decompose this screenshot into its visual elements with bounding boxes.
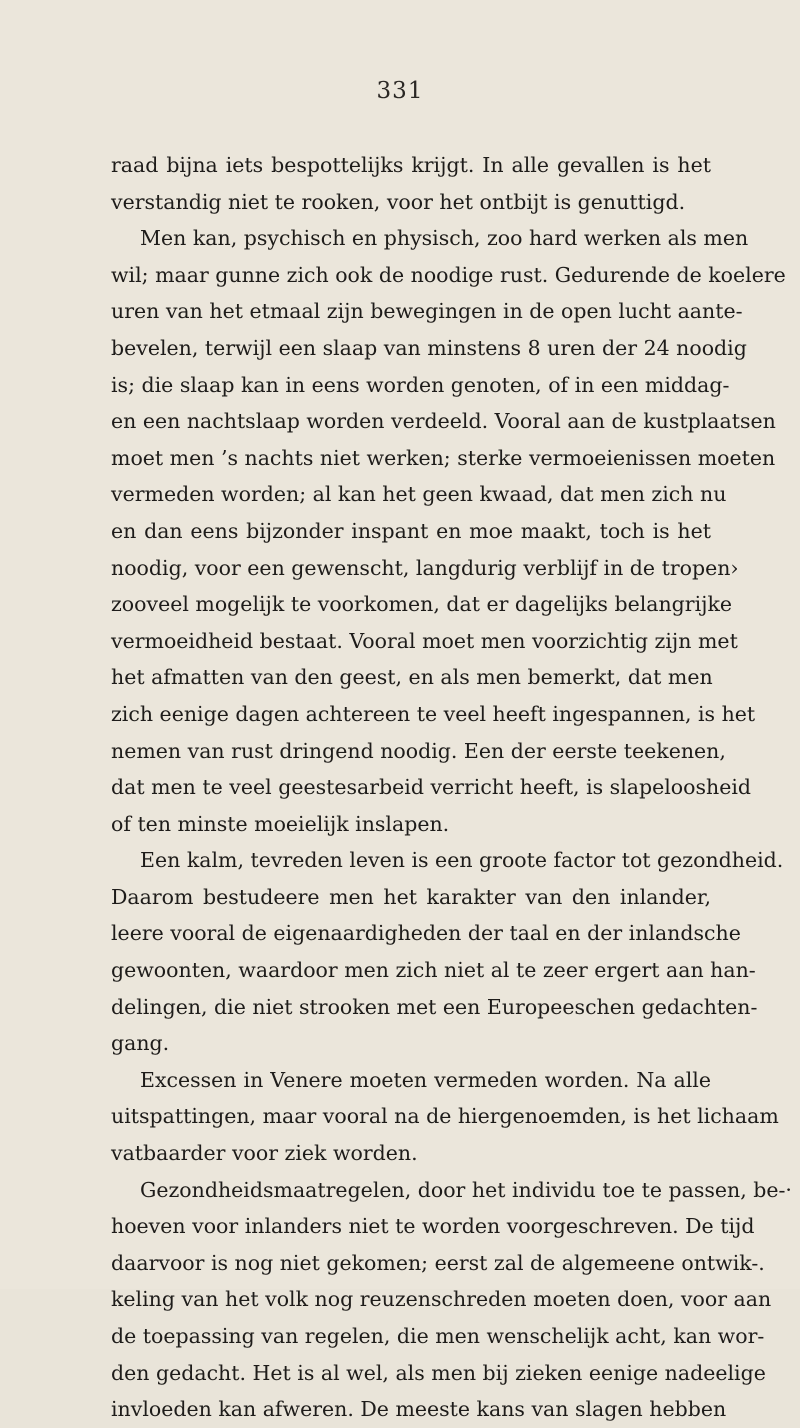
text-line: keling van het volk nog reuzenschreden moeten doen, voor aan xyxy=(111,1287,772,1312)
page-number: 331 xyxy=(376,78,424,104)
text-line: wil; maar gunne zich ook de noodige rust. Gedurende de koelere xyxy=(111,262,786,287)
text-line: het afmatten van den geest, en als men bemerkt, dat men xyxy=(111,665,713,690)
text-line: Gezondheidsmaatregelen, door het individu toe te passen, be-· xyxy=(140,1177,792,1202)
text-line: bevelen, terwijl een slaap van minstens 8 uren der 24 noodig xyxy=(111,335,747,360)
text-line: vermeden worden; al kan het geen kwaad, dat men zich nu xyxy=(111,482,727,507)
text-line: delingen, die niet strooken met een Europeeschen gedachten- xyxy=(111,994,758,1019)
text-line: en een nachtslaap worden verdeeld. Vooral aan de kustplaatsen xyxy=(111,409,776,434)
text-line: raad bijna iets bespottelijks krijgt. In alle gevallen is het xyxy=(111,153,711,177)
text-line: noodig, voor een gewenscht, langdurig verblijf in de tropen› xyxy=(111,555,739,580)
text-line: is; die slaap kan in eens worden genoten, of in een middag- xyxy=(111,372,730,397)
text-line: Een kalm, tevreden leven is een groote factor tot gezondheid. xyxy=(140,848,784,873)
body-text xyxy=(111,147,792,1428)
text-line: Men kan, psychisch en physisch, zoo hard werken als men xyxy=(140,226,749,251)
text-line: Excessen in Venere moeten vermeden worden. Na alle xyxy=(140,1067,711,1092)
text-line: verstandig niet te rooken, voor het ontbijt is genuttigd. xyxy=(111,189,686,214)
text-line: leere vooral de eigenaardigheden der taal en der inlandsche xyxy=(111,921,741,946)
text-line: uitspattingen, maar vooral na de hiergenoemden, is het lichaam xyxy=(111,1104,779,1129)
text-line: zooveel mogelijk te voorkomen, dat er dagelijks belangrijke xyxy=(111,592,733,617)
text-line: of ten minste moeielijk inslapen. xyxy=(111,811,450,836)
text-line: gang. xyxy=(111,1031,170,1056)
text-line: zich eenige dagen achtereen te veel heeft ingespannen, is het xyxy=(111,701,756,726)
text-line: dat men te veel geestesarbeid verricht heeft, is slapeloosheid xyxy=(111,775,752,800)
text-line: vermoeidheid bestaat. Vooral moet men voorzichtig zijn met xyxy=(111,628,738,653)
text-line: moet men ’s nachts niet werken; sterke vermoeienissen moeten xyxy=(111,445,776,470)
text-line: de toepassing van regelen, die men wenschelijk acht, kan wor- xyxy=(111,1324,765,1348)
text-line: daarvoor is nog niet gekomen; eerst zal de algemeene ontwik-. xyxy=(111,1250,765,1275)
text-line: en dan eens bijzonder inspant en moe maakt, toch is het xyxy=(111,518,711,543)
text-line: gewoonten, waardoor men zich niet al te zeer ergert aan han- xyxy=(111,958,756,983)
text-line: den gedacht. Het is al wel, als men bij zieken eenige nadeelige xyxy=(111,1360,766,1385)
text-line: vatbaarder voor ziek worden. xyxy=(111,1141,418,1166)
text-line: uren van het etmaal zijn bewegingen in de open lucht aante- xyxy=(111,299,743,324)
text-line: hoeven voor inlanders niet te worden voorgeschreven. De tijd xyxy=(111,1214,755,1239)
text-line: Daarom bestudeere men het karakter van den inlander, xyxy=(111,884,711,909)
text-line: invloeden kan afweren. De meeste kans van slagen hebben xyxy=(111,1397,727,1422)
text-line: nemen van rust dringend noodig. Een der eerste teekenen, xyxy=(111,738,726,763)
